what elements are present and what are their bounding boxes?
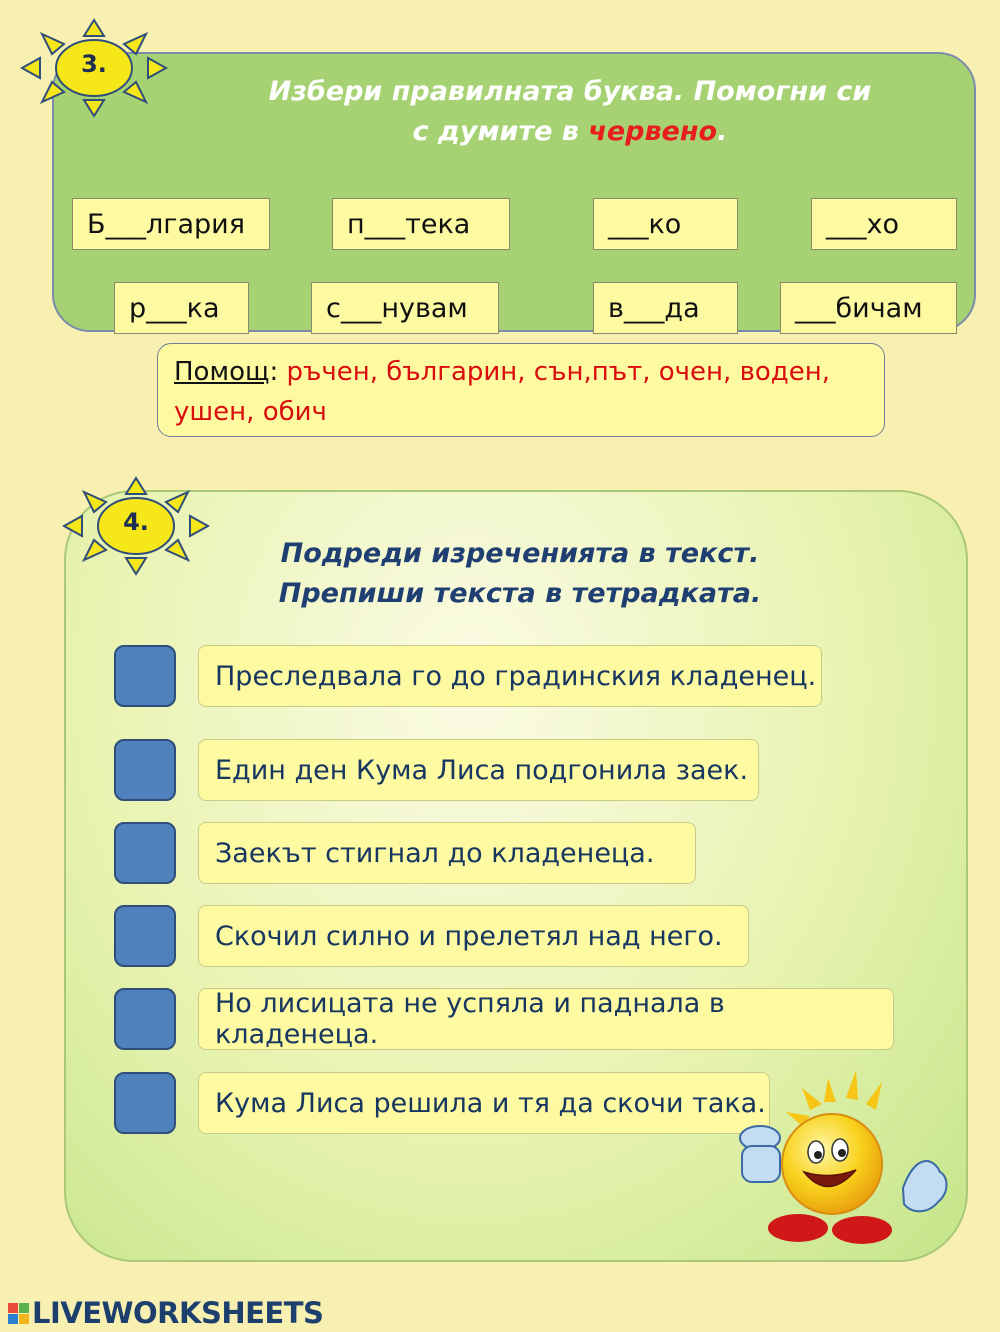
smiling-sun-mascot-icon [728, 1068, 953, 1246]
word-box[interactable]: п___тека [332, 198, 510, 250]
task3-instruction-line1: Избери правилната буква. Помогни си [268, 76, 872, 107]
help-label: Помощ [174, 357, 270, 387]
help-box: Помощ: ръчен, българин, сън,път, очен, воден, ушен, обич [157, 343, 885, 437]
order-answer-box[interactable] [114, 988, 176, 1050]
word-box[interactable]: в___да [593, 282, 738, 334]
task4-number: 4. [123, 508, 149, 536]
order-answer-box[interactable] [114, 645, 176, 707]
red-word: червено [588, 116, 718, 147]
task3-number: 3. [81, 50, 107, 78]
sentence-card: Един ден Кума Лиса подгонила заек. [198, 739, 759, 801]
order-answer-box[interactable] [114, 905, 176, 967]
sentence-card: Скочил силно и прелетял над него. [198, 905, 749, 967]
word-box[interactable]: ___ко [593, 198, 738, 250]
sentence-card: Преследвала го до градинския кладенец. [198, 645, 822, 707]
task3-instruction-line2: с думите в червено. [412, 116, 728, 147]
task4-instruction-line1: Подреди изреченията в текст. [280, 538, 760, 569]
word-box[interactable]: р___ка [114, 282, 249, 334]
word-box[interactable]: ___бичам [780, 282, 957, 334]
word-box[interactable]: с___нувам [311, 282, 499, 334]
logo-squares-icon [8, 1303, 29, 1324]
sentence-card: Кума Лиса решила и тя да скочи така. [198, 1072, 770, 1134]
liveworksheets-logo [8, 1296, 323, 1330]
word-box[interactable]: Б___лгария [72, 198, 270, 250]
word-box[interactable]: ___хо [811, 198, 957, 250]
sentence-card: Но лисицата не успяла и паднала в кладенеца. [198, 988, 894, 1050]
sentence-card: Заекът стигнал до кладенеца. [198, 822, 696, 884]
order-answer-box[interactable] [114, 1072, 176, 1134]
task4-instruction-line2: Препиши текста в тетрадката. [278, 578, 762, 609]
order-answer-box[interactable] [114, 822, 176, 884]
brand-name: LIVEWORKSHEETS [32, 1296, 324, 1330]
order-answer-box[interactable] [114, 739, 176, 801]
help-words: ръчен, българин, сън,път, очен, воден, ушен, обич [174, 357, 831, 427]
